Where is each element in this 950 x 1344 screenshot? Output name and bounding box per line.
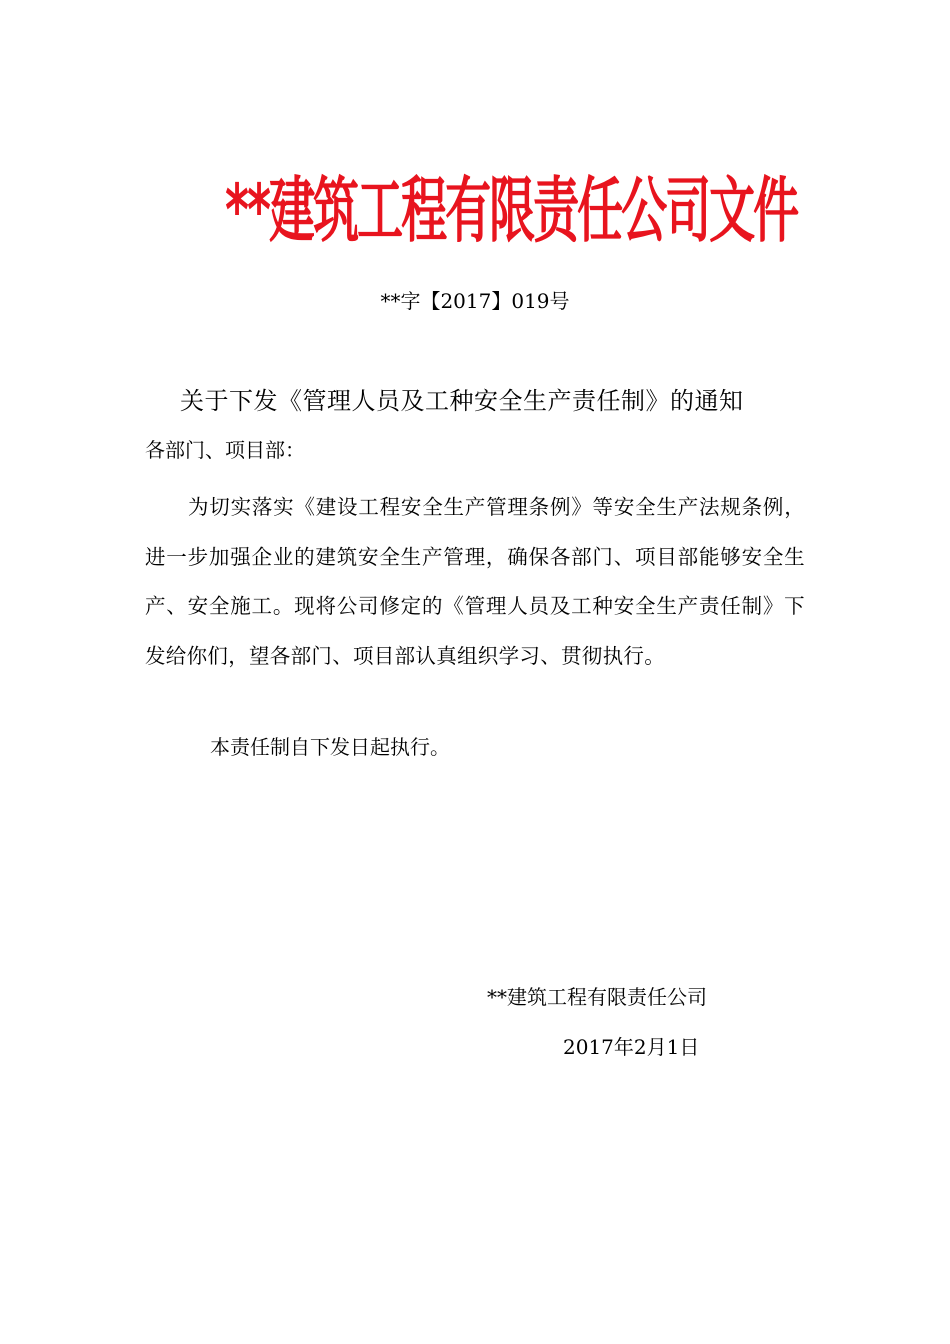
effective-statement: 本责任制自下发日起执行。 — [210, 735, 450, 759]
notice-title: 关于下发《管理人员及工种安全生产责任制》的通知 — [180, 387, 744, 415]
document-number: **字【2017】019号 — [380, 289, 570, 313]
body-paragraph: 为切实落实《建设工程安全生产管理条例》等安全生产法规条例，进一步加强企业的建筑安全生产管理，确保各部门、项目部能够安全生产、安全施工。现将公司修定的《管理人员及工种安全生产责任制》下发给你们，望各部门、项目部认真组织学习、贯彻执行。 — [145, 495, 805, 668]
signature-company: **建筑工程有限责任公司 — [487, 985, 707, 1009]
addressee: 各部门、项目部： — [145, 438, 305, 462]
letterhead-title: **建筑工程有限责任公司文件 — [225, 168, 798, 252]
signature-date: 2017年2月1日 — [563, 1035, 700, 1059]
